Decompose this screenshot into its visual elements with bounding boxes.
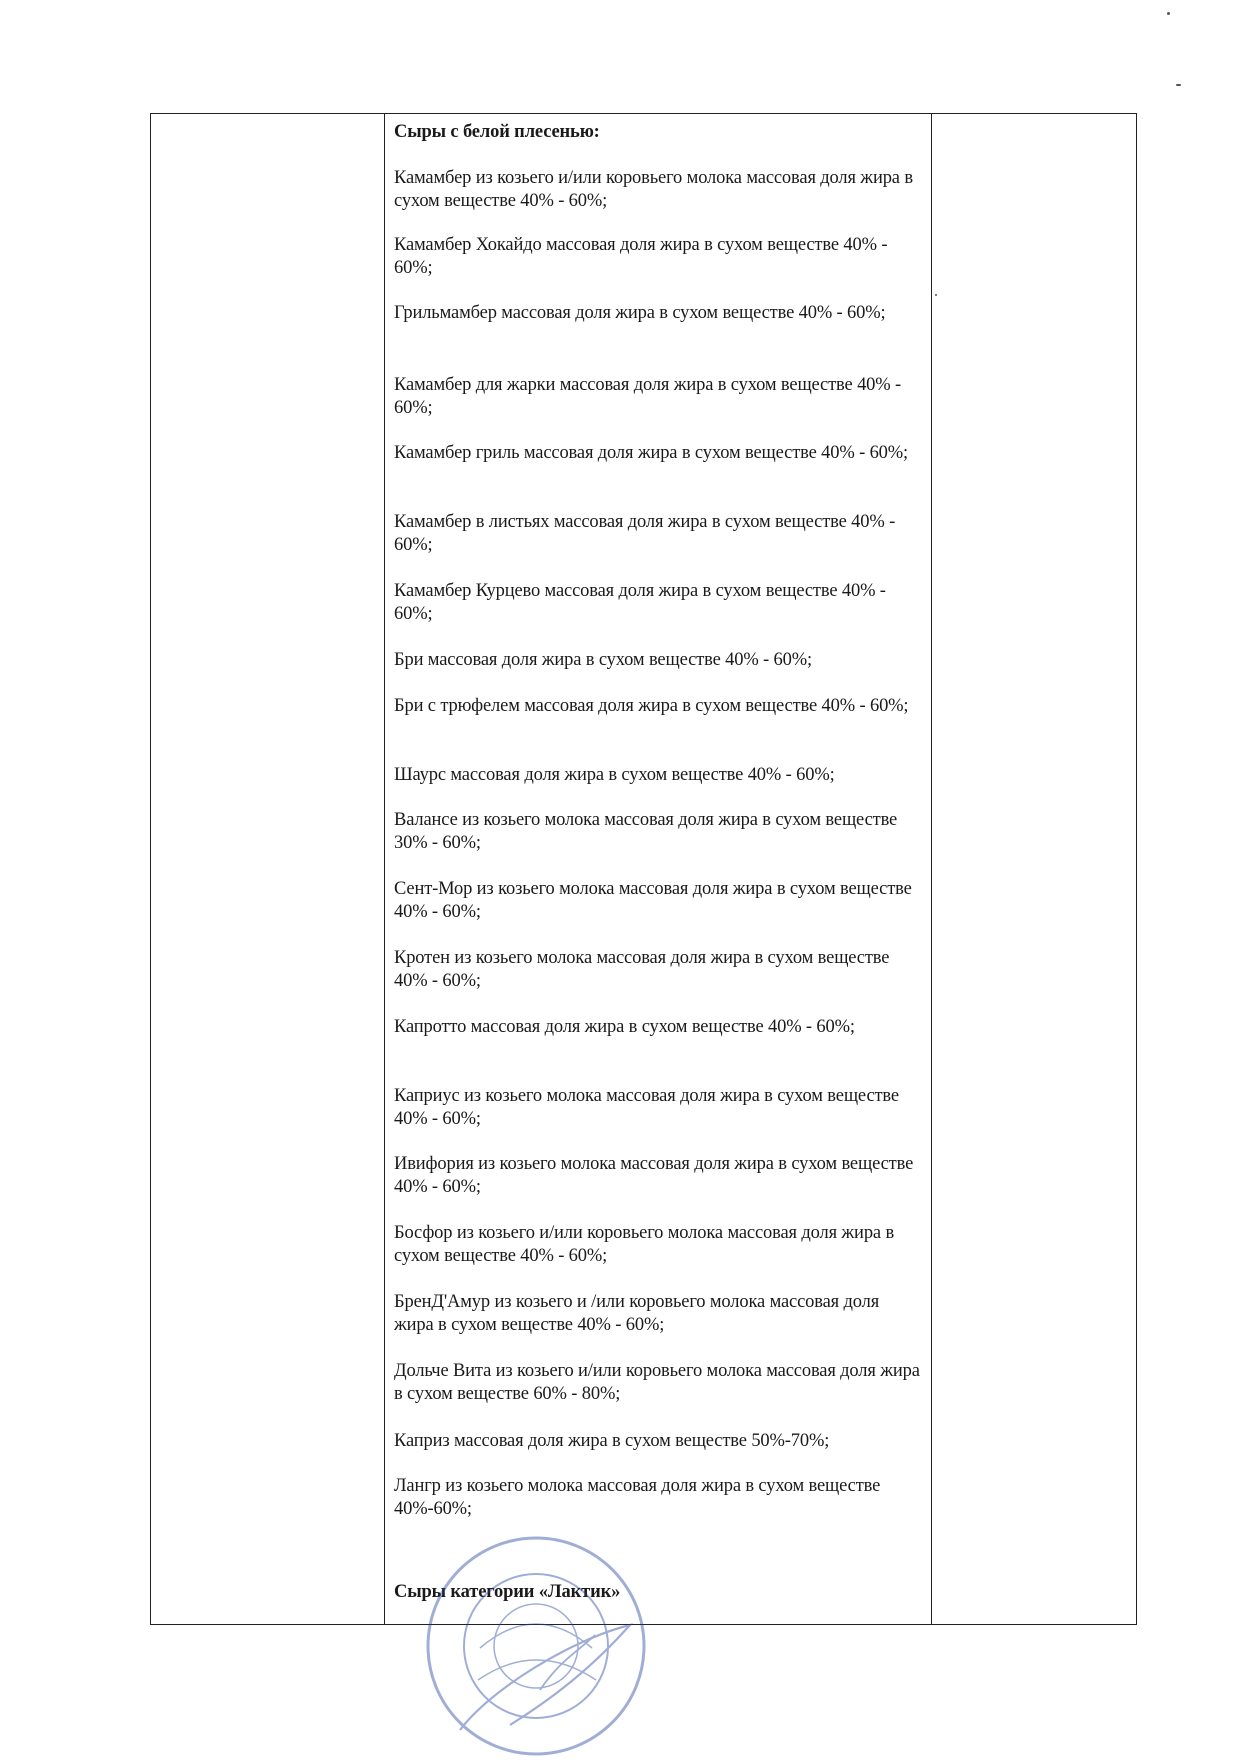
list-item: Камамбер из козьего и/или коровьего молока массовая доля жира в сухом веществе 40% - 60%; <box>394 168 913 211</box>
table-column-left <box>151 114 385 1624</box>
section-heading-laktik: Сыры категории «Лактик» <box>394 1582 621 1602</box>
table-column-products <box>385 114 932 1624</box>
list-item: Грильмамбер массовая доля жира в сухом веществе 40% - 60%; <box>394 303 886 323</box>
list-item: Каприз массовая доля жира в сухом веществе 50%-70%; <box>394 1431 830 1451</box>
list-item: Шаурс массовая доля жира в сухом веществе 40% - 60%; <box>394 765 835 785</box>
scan-speck <box>1176 84 1181 86</box>
list-item: Сент-Мор из козьего молока массовая доля жира в сухом веществе 40% - 60%; <box>394 879 912 922</box>
product-list <box>394 114 922 1624</box>
list-item: Кротен из козьего молока массовая доля жира в сухом веществе 40% - 60%; <box>394 948 890 991</box>
list-item: Дольче Вита из козьего и/или коровьего молока массовая доля жира в сухом веществе 60% - 80%; <box>394 1361 920 1404</box>
list-item: Камамбер Хокайдо массовая доля жира в сухом веществе 40% - 60%; <box>394 235 888 278</box>
list-item: Капротто массовая доля жира в сухом веществе 40% - 60%; <box>394 1017 855 1037</box>
list-item: БренД'Амур из козьего и /или коровьего молока массовая доля жира в сухом веществе 40% - 60%; <box>394 1292 880 1335</box>
list-item: Камамбер Курцево массовая доля жира в сухом веществе 40% - 60%; <box>394 581 886 624</box>
list-item: Камамбер гриль массовая доля жира в сухом веществе 40% - 60%; <box>394 443 909 463</box>
list-item: Валансе из козьего молока массовая доля жира в сухом веществе 30% - 60%; <box>394 810 898 853</box>
table-column-right <box>932 114 1136 1624</box>
list-item: Каприус из козьего молока массовая доля жира в сухом веществе 40% - 60%; <box>394 1086 899 1129</box>
list-item: Бри с трюфелем массовая доля жира в сухом веществе 40% - 60%; <box>394 696 909 716</box>
list-item: Ивифория из козьего молока массовая доля жира в сухом веществе 40% - 60%; <box>394 1154 914 1197</box>
list-item: Бри массовая доля жира в сухом веществе 40% - 60%; <box>394 650 812 670</box>
product-table <box>150 113 1137 1625</box>
company-seal-stamp <box>420 1530 652 1762</box>
section-heading-white-mold: Сыры с белой плесенью: <box>394 122 600 142</box>
list-item: Камамбер в листьях массовая доля жира в сухом веществе 40% - 60%; <box>394 512 896 555</box>
scan-speck <box>1167 12 1170 15</box>
list-item: Босфор из козьего и/или коровьего молока массовая доля жира в сухом веществе 40% - 60%; <box>394 1223 895 1266</box>
list-item: Лангр из козьего молока массовая доля жира в сухом веществе 40%-60%; <box>394 1476 881 1519</box>
list-item: Камамбер для жарки массовая доля жира в сухом веществе 40% - 60%; <box>394 375 902 418</box>
